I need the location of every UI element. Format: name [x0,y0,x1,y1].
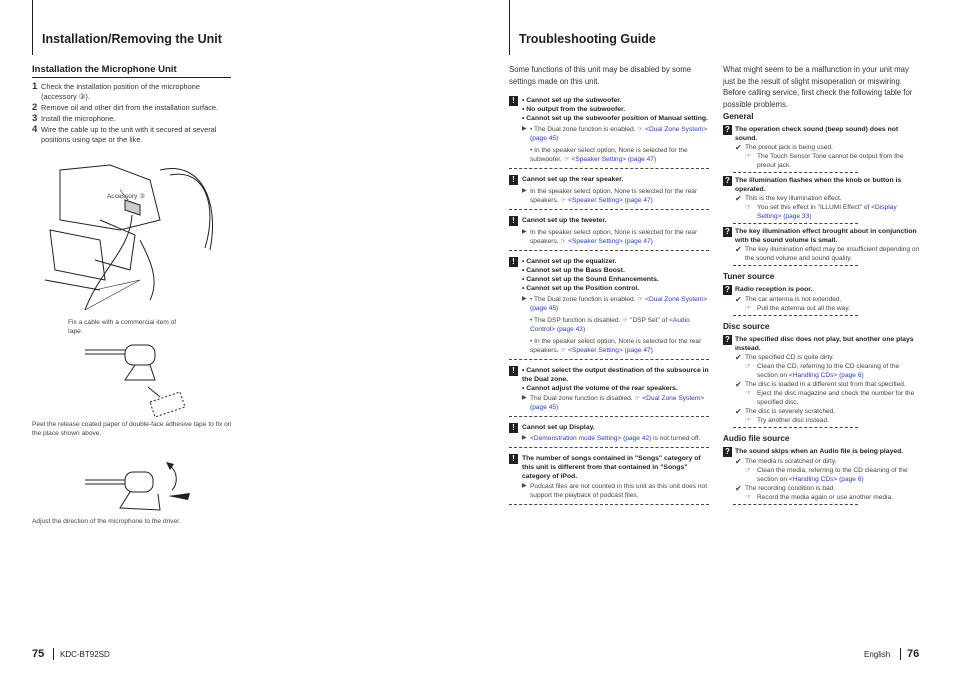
reference-icon: ☞ [745,417,752,424]
troubleshoot-table: General ? The operation check sound (beep sound) does not sound. ✔ The preout jack is being used. ☞ The Touch Sensor Tone cannot be output from the preout jack. ? The illumination flashes when the knob or button is operated. ✔ This is the key illumination effect. ☞ You set this effect in "ILLUMI Effect" of <Display Setting> (page 33) ? The key illumination effect brought about in conjunction with the sound volume is small. ✔ The key illumination effect may be insufficient depending on the sound volume and sound quality. Tuner source ? Radio reception is poor. ✔ The car antenna is not extended. ☞ Pull the antenna out all the way. Disc source ? The specified disc does not play, but another one plays instead. ✔ The specified CD is quite dirty. ☞ Clean the CD, referring to the CD cleaning of the section on <Handling CDs> (page 6) ✔ The disc is loaded in a different slot from that specified. ☞ Eject the disc magazine and check the number for the specified disc. ✔ The disc is severely scratched. ☞ Try another disc instead. Audio file source ? The sound skips when an Audio file is being played. ✔ The media is scratched or dirty. ☞ Clean the media, referring to the CD cleaning of the section on <Handling CDs> (page 6) ✔ The recording condition is bad. ☞ Record the media again or use another media. [723,112,920,505]
divider [733,504,858,505]
link-handling-cds[interactable]: <Handling CDs> (page 6) [788,372,864,379]
divider [509,168,709,169]
language-label: English [864,650,891,659]
arrow-icon: ▶ [522,188,527,194]
divider [509,504,709,505]
link-demo-mode[interactable]: <Demonstration mode Setting> (page 42) [530,435,652,442]
section-general: General [723,112,754,121]
footer-divider-left [53,648,54,660]
arrow-icon: ▶ [522,435,527,441]
warning-icon: ! [509,216,518,226]
divider [509,416,709,417]
page-number-right: 76 [907,648,920,660]
microphone-direction-illustration [80,458,200,518]
disabled-functions-list: ! • Cannot set up the subwoofer. • No output from the subwoofer. • Cannot set up the subwoofer position of Manual setting. ▶ • The Dual zone function is enabled. ☞ <Dual Zone System> (page 45) • In the speaker select option, None is selected for the subwoofer. ☞ <Speaker Setting> (page 47) ! Cannot set up the rear speaker. ▶ In the speaker select option, None is selected for the rear speakers. ☞ <Speaker Setting> (page 47) ! Cannot set up the tweeter. ▶ In the speaker select option, None is selected for the rear speakers. ☞ <Speaker Setting> (page 47) ! • Cannot set up the equalizer. • Cannot set up the Bass Boost. • Cannot set up the Sound Enhancements. • Cannot set up the Position control. ▶ • The Dual zone function is enabled. ☞ <Dual Zone System> (page 45) • The DSP function is disabled. ☞ "DSP Set" of <Audio Control> (page 43) • In the speaker select option, None is selected for the rear speakers. ☞ <Speaker Setting> (page 47) ! • Cannot select the output destination of the subsource in the Dual zone. • Cannot adjust the volume of the rear speakers. ▶ The Dual zone function is disabled. ☞ <Dual Zone System> (page 45) ! Cannot set up Display. ▶ <Demonstration mode Setting> (page 42) is not turned off. ! The number of songs contained in "Songs" category of this unit is different from that contained in "Songs" category of iPod. ▶ Podcast files are not counted in this unit as this unit does not support the playback of podcast files. [509,96,709,505]
section-disc: Disc source [723,322,770,331]
step-4: 4 Wire the cable up to the unit with it secured at several positions using tape or the like. [32,124,217,144]
reference-icon: ☞ [745,363,752,370]
arrow-icon: ▶ [522,395,527,401]
section-tuner: Tuner source [723,272,775,281]
divider [733,315,858,316]
check-icon: ✔ [735,353,742,362]
block-display: ! Cannot set up Display. [509,423,709,433]
section-title-mic: Installation the Microphone Unit [32,64,177,75]
warning-icon: ! [509,257,518,267]
question-icon: ? [723,227,732,237]
link-audio-control[interactable]: <Audio Control> (page 43) [530,317,690,333]
divider [733,265,858,266]
reference-icon: ☞ [745,467,752,474]
fix-cable-label: Fix a cable with a commercial item of tape. [68,319,177,335]
link-dual-zone[interactable]: <Dual Zone System> (page 45) [530,395,705,411]
warning-icon: ! [509,96,518,106]
section-underline [32,77,231,78]
link-speaker-setting[interactable]: <Speaker Setting> (page 47) [571,156,657,163]
check-icon: ✔ [735,484,742,493]
divider [733,172,858,173]
reference-icon: ☞ [745,305,752,312]
question-icon: ? [723,125,732,135]
block-songs: ! The number of songs contained in "Songs" category of this unit is different from that contained in "Songs" category of iPod. [509,454,709,481]
divider [509,209,709,210]
page-title-left: Installation/Removing the Unit [42,32,222,46]
right-top-rule [509,0,510,55]
check-icon: ✔ [735,143,742,152]
arrow-icon: ▶ [522,483,527,489]
microphone-tape-illustration [80,342,200,417]
block-dual-zone: ! • Cannot select the output destination of the subsource in the Dual zone. • Cannot adjust the volume of the rear speakers. [509,366,709,393]
link-speaker-setting[interactable]: <Speaker Setting> (page 47) [568,238,653,245]
section-audio-file: Audio file source [723,434,790,443]
warning-icon: ! [509,175,518,185]
link-dual-zone[interactable]: <Dual Zone System> (page 45) [530,126,708,142]
peel-caption: Peel the release coated paper of double-face adhesive tape to fix on the place shown above. [32,421,232,437]
step-2: 2 Remove oil and other dirt from the installation surface. [32,102,219,113]
divider [509,250,709,251]
link-speaker-setting[interactable]: <Speaker Setting> (page 47) [568,347,653,354]
check-icon: ✔ [735,457,742,466]
question-icon: ? [723,447,732,457]
link-display-setting[interactable]: <Display Setting> (page 33) [757,204,897,220]
link-speaker-setting[interactable]: <Speaker Setting> (page 47) [568,197,653,204]
adjust-caption: Adjust the direction of the microphone to the driver. [32,518,181,525]
check-icon: ✔ [735,295,742,304]
intro-text: Some functions of this unit may be disabled by some settings made on this unit. [509,65,692,86]
arrow-icon: ▶ [522,229,527,235]
link-dual-zone[interactable]: <Dual Zone System> (page 45) [530,296,708,312]
check-icon: ✔ [735,194,742,203]
page-title-right: Troubleshooting Guide [519,32,656,46]
arrow-icon: ▶ [522,126,527,132]
block-equalizer: ! • Cannot set up the equalizer. • Cannot set up the Bass Boost. • Cannot set up the Sound Enhancements. • Cannot set up the Position control. [509,257,709,293]
reference-icon: ☞ [745,494,752,501]
check-icon: ✔ [735,245,742,254]
divider [733,223,858,224]
reference-icon: ☞ [745,153,752,160]
arrow-icon: ▶ [522,296,527,302]
warning-icon: ! [509,423,518,433]
block-rear-speaker: ! Cannot set up the rear speaker. [509,175,709,185]
question-icon: ? [723,335,732,345]
model-name: KDC-BT92SD [60,650,110,659]
reference-icon: ☞ [745,204,752,211]
step-3: 3 Install the microphone. [32,113,116,124]
intro-text-2: What might seem to be a malfunction in your unit may just be the result of slight misoperation or miswiring. Before calling service, first check the following table for possible problems. [723,65,913,109]
divider [509,447,709,448]
left-top-rule [32,0,33,55]
question-icon: ? [723,176,732,186]
warning-icon: ! [509,454,518,464]
step-list [32,82,232,145]
block-subwoofer: ! • Cannot set up the subwoofer. • No output from the subwoofer. • Cannot set up the subwoofer position of Manual setting. [509,96,709,123]
check-icon: ✔ [735,380,742,389]
divider [509,359,709,360]
car-interior-illustration [40,160,220,340]
check-icon: ✔ [735,407,742,416]
page-number-left: 75 [32,648,45,660]
footer-divider-right [900,648,901,660]
divider [733,427,858,428]
link-handling-cds[interactable]: <Handling CDs> (page 6) [788,476,864,483]
accessory-label: Accessory ③ [107,193,146,200]
block-tweeter: ! Cannot set up the tweeter. [509,216,709,226]
step-1: 1 Check the installation position of the microphone (accessory ③). [32,81,200,101]
warning-icon: ! [509,366,518,376]
reference-icon: ☞ [745,390,752,397]
question-icon: ? [723,285,732,295]
